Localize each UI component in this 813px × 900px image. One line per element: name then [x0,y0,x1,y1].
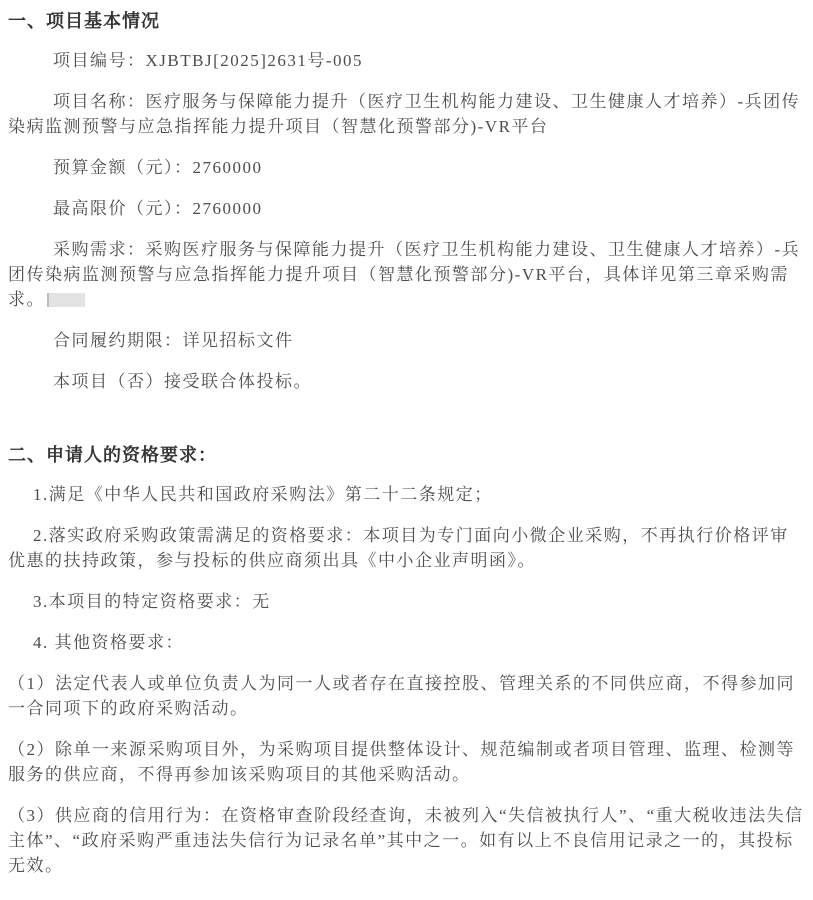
paragraph-consortium-bidding: 本项目（否）接受联合体投标。 [53,372,312,391]
paragraph-procurement-requirement [8,237,805,312]
selection-artifact [47,293,85,307]
procurement-requirement-text: 采购需求：采购医疗服务与保障能力提升（医疗卫生机构能力建设、卫生健康人才培养）-兵团传染病监测预警与应急指挥能力提升项目（智慧化预警部分)-VR平台，具体详见第三章采购需求。 [8,240,801,309]
section2-heading: 二、申请人的资格要求： [8,445,217,465]
qualification-item-1: 1.满足《中华人民共和国政府采购法》第二十二条规定； [33,485,493,504]
qualification-item-2: 2.落实政府采购政策需满足的资格要求：本项目为专门面向小微企业采购，不再执行价格评审优惠的扶持政策，参与投标的供应商须出具《中小企业声明函》。 [8,526,789,570]
other-requirement-2: （2）除单一来源采购项目外，为采购项目提供整体设计、规范编制或者项目管理、监理、检测等服务的供应商，不得再参加该采购项目的其他采购活动。 [8,740,795,784]
section1-heading: 一、项目基本情况 [8,11,160,31]
paragraph-project-name: 项目名称：医疗服务与保障能力提升（医疗卫生机构能力建设、卫生健康人才培养）-兵团传染病监测预警与应急指挥能力提升项目（智慧化预警部分)-VR平台 [8,92,801,136]
paragraph-project-number: 项目编号：XJBTBJ[2025]2631号-005 [53,51,364,70]
paragraph-max-price: 最高限价（元）：2760000 [53,199,263,218]
paragraph-budget-amount: 预算金额（元）：2760000 [53,158,263,177]
other-requirement-1: （1）法定代表人或单位负责人为同一人或者存在直接控股、管理关系的不同供应商，不得参加同一合同项下的政府采购活动。 [8,674,795,718]
paragraph-contract-period: 合同履约期限：详见招标文件 [53,331,294,350]
other-requirement-3: （3）供应商的信用行为：在资格审查阶段经查询，未被列入“失信被执行人”、“重大税收违法失信主体”、“政府采购严重违法失信行为记录名单”其中之一。如有以上不良信用记录之一的，其投标无效。 [8,806,804,875]
qualification-item-3: 3.本项目的特定资格要求：无 [33,592,271,611]
qualification-item-4: 4. 其他资格要求： [33,633,184,652]
